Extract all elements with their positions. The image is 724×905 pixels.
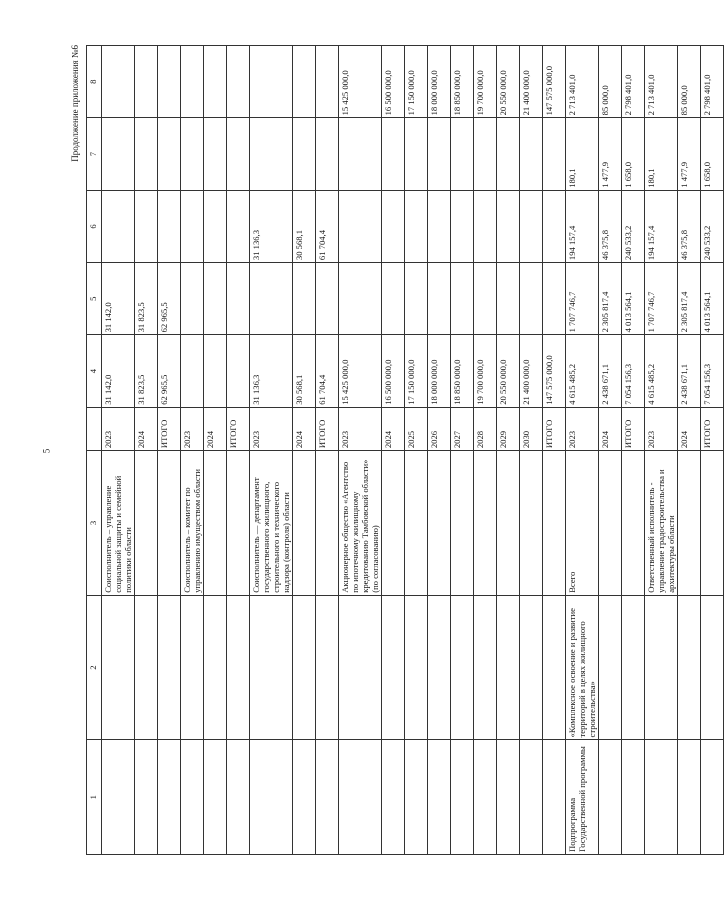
- table-row: [451, 46, 474, 855]
- table-cell-c2: [451, 595, 474, 740]
- table-cell-c7: 1 658,0: [622, 118, 645, 190]
- table-cell-c5: 31 142,0: [102, 263, 135, 335]
- table-cell-c8: [102, 46, 135, 118]
- table-cell-c6: [474, 190, 497, 262]
- table-cell-c3: [701, 451, 724, 596]
- table-cell-c1: [204, 740, 227, 855]
- table-cell-c6: [497, 190, 520, 262]
- table-cell-c1: [701, 740, 724, 855]
- table-cell-c7: [543, 118, 566, 190]
- table-cell-c4: [204, 335, 227, 407]
- table-cell-c7: 1 477,9: [599, 118, 622, 190]
- table-cell-c1: [339, 740, 382, 855]
- table-cell-c7: [428, 118, 451, 190]
- table-cell-c4: 147 575 000,0: [543, 335, 566, 407]
- table-cell-c7: [204, 118, 227, 190]
- table-cell-c8: 17 150 000,0: [405, 46, 428, 118]
- table-cell-c4: 17 150 000,0: [405, 335, 428, 407]
- table-cell-c4: 19 700 000,0: [474, 335, 497, 407]
- table-cell-c4: [181, 335, 204, 407]
- table-cell-c8: [181, 46, 204, 118]
- table-cell-c3: Соисполнитель — департамент государственного жилищного, строительного и технического надзора (контроля) области: [250, 451, 293, 596]
- table-cell-c2: [599, 595, 622, 740]
- table-cell-year: ИТОГО: [701, 407, 724, 450]
- table-cell-c6: 240 533,2: [701, 190, 724, 262]
- table-cell-c8: 19 700 000,0: [474, 46, 497, 118]
- table-cell-c3: [158, 451, 181, 596]
- table-cell-c7: [316, 118, 339, 190]
- table-cell-c3: [520, 451, 543, 596]
- table-cell-c2: [293, 595, 316, 740]
- table-cell-c8: 85 000,0: [599, 46, 622, 118]
- table-cell-year: 2023: [339, 407, 382, 450]
- table-row: [293, 46, 316, 855]
- table-cell-c6: 31 136,3: [250, 190, 293, 262]
- table-cell-c8: [204, 46, 227, 118]
- table-cell-c3: [293, 451, 316, 596]
- table-cell-c7: [227, 118, 250, 190]
- table-cell-c7: [293, 118, 316, 190]
- table-row: [135, 46, 158, 855]
- table-cell-c4: 7 054 156,3: [622, 335, 645, 407]
- header-cell: 3: [87, 451, 102, 596]
- table-cell-c2: [474, 595, 497, 740]
- table-cell-c6: [102, 190, 135, 262]
- table-cell-c2: [520, 595, 543, 740]
- header-cell: [87, 407, 102, 450]
- table-cell-c6: 61 704,4: [316, 190, 339, 262]
- table-row: [102, 46, 135, 855]
- table-cell-c1: [405, 740, 428, 855]
- table-cell-c8: 2 798 401,0: [701, 46, 724, 118]
- table-row: [428, 46, 451, 855]
- table-cell-c3: [678, 451, 701, 596]
- table-cell-c3: [451, 451, 474, 596]
- table-cell-year: 2023: [645, 407, 678, 450]
- table-cell-c6: [382, 190, 405, 262]
- table-cell-c3: [204, 451, 227, 596]
- table-cell-c5: [405, 263, 428, 335]
- header-row: [87, 46, 102, 855]
- table-row: [474, 46, 497, 855]
- table-cell-year: ИТОГО: [622, 407, 645, 450]
- table-cell-c2: [339, 595, 382, 740]
- table-cell-c3: Акционерное общество «Агентство по ипотечному жилищному кредитованию Тамбовской области» (по согласованию): [339, 451, 382, 596]
- table-cell-c8: 2 798 401,0: [622, 46, 645, 118]
- table-cell-c6: 194 157,4: [645, 190, 678, 262]
- table-cell-c6: [428, 190, 451, 262]
- header-cell: 8: [87, 46, 102, 118]
- table-cell-c7: [405, 118, 428, 190]
- table-row: [339, 46, 382, 855]
- table-cell-c6: [520, 190, 543, 262]
- header-cell: 7: [87, 118, 102, 190]
- table-cell-c8: 16 500 000,0: [382, 46, 405, 118]
- table-cell-c8: 15 425 000,0: [339, 46, 382, 118]
- table-cell-c2: [622, 595, 645, 740]
- table-cell-c8: 2 713 401,0: [645, 46, 678, 118]
- table-cell-c2: [497, 595, 520, 740]
- table-cell-c1: [474, 740, 497, 855]
- table-cell-c1: [158, 740, 181, 855]
- table-cell-c7: 1 477,9: [678, 118, 701, 190]
- table-cell-c3: [622, 451, 645, 596]
- table-cell-c6: [181, 190, 204, 262]
- table-cell-c4: 21 400 000,0: [520, 335, 543, 407]
- table-cell-c1: [451, 740, 474, 855]
- table-cell-c5: [543, 263, 566, 335]
- table-cell-c8: 18 850 000,0: [451, 46, 474, 118]
- table-cell-c3: [382, 451, 405, 596]
- table-cell-c2: [382, 595, 405, 740]
- table-row: [622, 46, 645, 855]
- table-cell-c2: [405, 595, 428, 740]
- table-cell-c2: [543, 595, 566, 740]
- table-cell-c4: 31 136,3: [250, 335, 293, 407]
- table-row: [158, 46, 181, 855]
- table-cell-c2: [701, 595, 724, 740]
- table-cell-year: 2023: [566, 407, 599, 450]
- table-cell-c8: 85 000,0: [678, 46, 701, 118]
- table-cell-year: 2024: [382, 407, 405, 450]
- table-cell-c1: [543, 740, 566, 855]
- table-cell-year: 2024: [204, 407, 227, 450]
- table-cell-c1: [102, 740, 135, 855]
- table-cell-c1: [599, 740, 622, 855]
- table-cell-c4: 15 425 000,0: [339, 335, 382, 407]
- table-cell-c5: 4 013 564,1: [622, 263, 645, 335]
- table-cell-c7: 180,1: [645, 118, 678, 190]
- table-cell-c6: [451, 190, 474, 262]
- table-cell-c7: [474, 118, 497, 190]
- table-cell-c8: [158, 46, 181, 118]
- table-cell-c8: 18 000 000,0: [428, 46, 451, 118]
- table-cell-c5: [497, 263, 520, 335]
- table-cell-c6: [405, 190, 428, 262]
- table-cell-c3: [227, 451, 250, 596]
- table-cell-c4: 7 054 156,3: [701, 335, 724, 407]
- table-cell-c1: [293, 740, 316, 855]
- table-cell-c4: 2 438 671,1: [678, 335, 701, 407]
- table-row: [678, 46, 701, 855]
- table-cell-c5: [316, 263, 339, 335]
- table-cell-c1: [497, 740, 520, 855]
- table-cell-c3: [474, 451, 497, 596]
- table-cell-c7: 180,1: [566, 118, 599, 190]
- table-cell-c4: [227, 335, 250, 407]
- table-cell-c1: [645, 740, 678, 855]
- table-cell-c1: [520, 740, 543, 855]
- table-cell-year: ИТОГО: [158, 407, 181, 450]
- table-cell-c5: 1 707 746,7: [645, 263, 678, 335]
- table-cell-c6: 240 533,2: [622, 190, 645, 262]
- table-cell-c7: [250, 118, 293, 190]
- table-cell-c6: 46 375,8: [678, 190, 701, 262]
- table-cell-c5: [382, 263, 405, 335]
- appendix-title: Продолжение приложения №6: [70, 45, 80, 162]
- table-cell-c7: [382, 118, 405, 190]
- table-cell-c7: [339, 118, 382, 190]
- table-cell-year: 2027: [451, 407, 474, 450]
- table-cell-c3: Всего: [566, 451, 599, 596]
- table-row: [405, 46, 428, 855]
- table-cell-c5: [181, 263, 204, 335]
- table-cell-c3: [599, 451, 622, 596]
- table-cell-c4: 4 615 485,2: [645, 335, 678, 407]
- table-cell-year: 2028: [474, 407, 497, 450]
- table-cell-year: 2024: [599, 407, 622, 450]
- table-cell-c5: 31 823,5: [135, 263, 158, 335]
- table-cell-c2: [250, 595, 293, 740]
- table-cell-year: 2025: [405, 407, 428, 450]
- header-cell: 1: [87, 740, 102, 855]
- table-cell-c1: [622, 740, 645, 855]
- table-cell-c5: [474, 263, 497, 335]
- table-cell-c5: 62 965,5: [158, 263, 181, 335]
- table-body: [102, 46, 724, 855]
- table-cell-c5: 1 707 746,7: [566, 263, 599, 335]
- table-cell-c4: 4 615 485,2: [566, 335, 599, 407]
- table-cell-c5: [428, 263, 451, 335]
- table-cell-c7: [158, 118, 181, 190]
- table-cell-c6: [135, 190, 158, 262]
- table-cell-c3: Ответственный исполнитель - управление градостроительства и архитектуры области: [645, 451, 678, 596]
- table-row: [204, 46, 227, 855]
- header-cell: 2: [87, 595, 102, 740]
- table-cell-c3: [405, 451, 428, 596]
- table-cell-c4: 62 965,5: [158, 335, 181, 407]
- header-cell: 4: [87, 335, 102, 407]
- table-cell-c3: [497, 451, 520, 596]
- table-cell-c6: 194 157,4: [566, 190, 599, 262]
- table-cell-c5: [204, 263, 227, 335]
- table-cell-c2: [316, 595, 339, 740]
- table-cell-c4: 18 000 000,0: [428, 335, 451, 407]
- table-cell-year: 2029: [497, 407, 520, 450]
- table-cell-c5: 2 305 817,4: [599, 263, 622, 335]
- table-cell-c6: [227, 190, 250, 262]
- table-row: [543, 46, 566, 855]
- table-cell-c1: [227, 740, 250, 855]
- table-row: [227, 46, 250, 855]
- table-cell-c2: [102, 595, 135, 740]
- table-cell-c8: [293, 46, 316, 118]
- table-cell-c1: Подпрограмма Государственной программы: [566, 740, 599, 855]
- header-cell: 5: [87, 263, 102, 335]
- table-cell-c6: 46 375,8: [599, 190, 622, 262]
- table-cell-c2: [158, 595, 181, 740]
- table-row: [520, 46, 543, 855]
- table-cell-c5: [339, 263, 382, 335]
- table-cell-year: 2023: [250, 407, 293, 450]
- table-cell-c3: [135, 451, 158, 596]
- table-cell-c2: [181, 595, 204, 740]
- table-cell-c2: [678, 595, 701, 740]
- table-cell-c8: [227, 46, 250, 118]
- table-cell-c3: [428, 451, 451, 596]
- table-cell-c2: [135, 595, 158, 740]
- table-cell-c7: 1 658,0: [701, 118, 724, 190]
- table-cell-c6: [204, 190, 227, 262]
- table-row: [701, 46, 724, 855]
- rotated-table-block: [70, 45, 724, 855]
- table-cell-c1: [135, 740, 158, 855]
- table-row: [382, 46, 405, 855]
- table-cell-c5: 2 305 817,4: [678, 263, 701, 335]
- table-row: [599, 46, 622, 855]
- table-cell-c8: 20 550 000,0: [497, 46, 520, 118]
- table-cell-c1: [181, 740, 204, 855]
- table-row: [250, 46, 293, 855]
- budget-table: [86, 45, 724, 855]
- table-cell-c5: [293, 263, 316, 335]
- table-cell-year: 2023: [102, 407, 135, 450]
- table-cell-c3: Соисполнитель – управление социальной защиты и семейной политики области: [102, 451, 135, 596]
- table-row: [645, 46, 678, 855]
- table-row: [181, 46, 204, 855]
- table-cell-c8: 2 713 401,0: [566, 46, 599, 118]
- table-cell-c6: [339, 190, 382, 262]
- table-cell-c3: [316, 451, 339, 596]
- table-cell-c5: [520, 263, 543, 335]
- table-cell-year: 2024: [678, 407, 701, 450]
- table-cell-c5: [451, 263, 474, 335]
- table-cell-c5: [250, 263, 293, 335]
- table-cell-c3: [543, 451, 566, 596]
- table-cell-c7: [451, 118, 474, 190]
- table-cell-c8: 21 400 000,0: [520, 46, 543, 118]
- table-cell-c4: 16 500 000,0: [382, 335, 405, 407]
- table-cell-c1: [428, 740, 451, 855]
- table-row: [316, 46, 339, 855]
- table-cell-year: 2026: [428, 407, 451, 450]
- table-cell-c6: 30 568,1: [293, 190, 316, 262]
- table-cell-c4: 61 704,4: [316, 335, 339, 407]
- table-cell-c3: Соисполнитель – комитет по управлению имуществом области: [181, 451, 204, 596]
- table-cell-c8: [316, 46, 339, 118]
- table-cell-c5: 4 013 564,1: [701, 263, 724, 335]
- table-cell-c7: [135, 118, 158, 190]
- table-cell-c2: [227, 595, 250, 740]
- table-cell-c1: [316, 740, 339, 855]
- table-cell-c4: 20 550 000,0: [497, 335, 520, 407]
- table-cell-c1: [250, 740, 293, 855]
- table-cell-c8: [250, 46, 293, 118]
- table-cell-c8: [135, 46, 158, 118]
- table-cell-c4: 30 568,1: [293, 335, 316, 407]
- table-cell-year: ИТОГО: [543, 407, 566, 450]
- table-row: [566, 46, 599, 855]
- table-cell-year: 2023: [181, 407, 204, 450]
- table-cell-c2: [204, 595, 227, 740]
- table-cell-c4: 31 823,5: [135, 335, 158, 407]
- table-cell-c7: [520, 118, 543, 190]
- table-row: [497, 46, 520, 855]
- table-cell-year: 2030: [520, 407, 543, 450]
- table-cell-c4: 2 438 671,1: [599, 335, 622, 407]
- table-cell-c2: [428, 595, 451, 740]
- table-cell-year: 2024: [293, 407, 316, 450]
- table-cell-c2: «Комплексное освоение и развитие территорий в целях жилищного строительства»: [566, 595, 599, 740]
- table-cell-year: ИТОГО: [316, 407, 339, 450]
- table-cell-c8: 147 575 000,0: [543, 46, 566, 118]
- table-cell-year: 2024: [135, 407, 158, 450]
- table-cell-c1: [382, 740, 405, 855]
- table-cell-c1: [678, 740, 701, 855]
- table-cell-c4: 31 142,0: [102, 335, 135, 407]
- table-cell-c7: [181, 118, 204, 190]
- table-cell-c6: [543, 190, 566, 262]
- table-cell-c6: [158, 190, 181, 262]
- header-cell: 6: [87, 190, 102, 262]
- table-cell-c5: [227, 263, 250, 335]
- table-cell-year: ИТОГО: [227, 407, 250, 450]
- table-cell-c2: [645, 595, 678, 740]
- table-cell-c4: 18 850 000,0: [451, 335, 474, 407]
- table-cell-c7: [102, 118, 135, 190]
- table-cell-c7: [497, 118, 520, 190]
- page-number: 5: [41, 448, 52, 454]
